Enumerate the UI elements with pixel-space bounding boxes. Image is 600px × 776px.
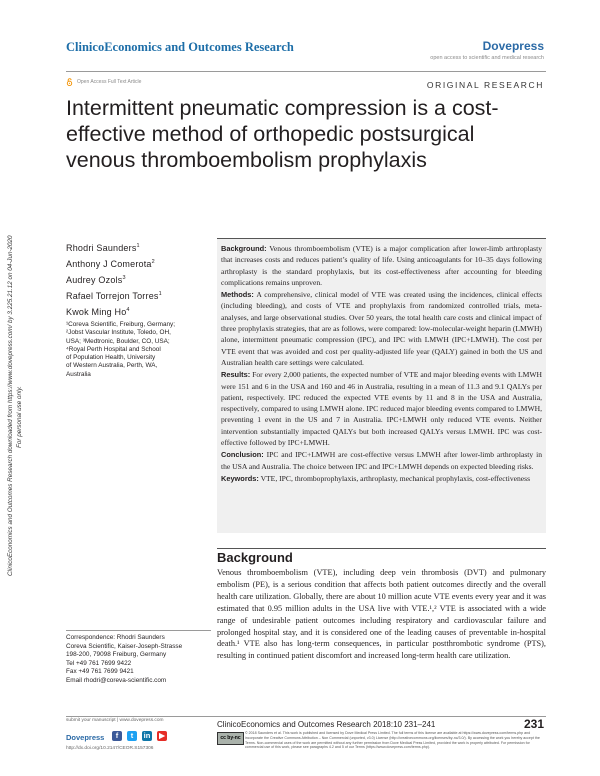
open-access-label (66, 78, 141, 86)
page-number: 231 (523, 717, 544, 731)
affiliation-line: of Population Health, University (66, 354, 156, 362)
author-affiliation-marker: 1 (158, 291, 162, 297)
correspondence-line: Coreva Scientific, Kaiser-Joseph-Strasse (66, 642, 183, 650)
doi-link[interactable]: http://dx.doi.org/10.2147/CEOR.S157306 (66, 746, 154, 751)
open-access-icon (66, 78, 73, 86)
body-paragraph: Venous thromboembolism (VTE), including deep vein thrombosis (DVT) and pulmonary embolism (PE), is a serious condition that affects both patient outcomes directly and the overall health care utilization. Globally, there are about 10 million acute VTE events every year and it was estimated that 0.95 million adults in the USA live with VTE.¹,² VTE is associated with a wide range of undesirable patient outcomes including respiratory and cardiovascular failure and prolonged hospital stay, and it is considered one of the leading causes of preventable in-hospital death.¹ VTE also has long-term consequences, in particular postthrombotic syndrome (PTS), resulting in continued patient discomfort and increased long-term health care utilization. (217, 568, 546, 661)
author-affiliation-marker: 1 (136, 243, 140, 249)
article-title: Intermittent pneumatic compression is a cost-effective method of orthopedic postsurgical venous thromboembolism prophylaxis (66, 96, 499, 172)
correspondence-block (66, 630, 211, 686)
abstract-conclusion: Conclusion: IPC and IPC+LMWH are cost-effective versus LMWH after lower-limb arthroplasty in the USA and Australia. The choice between IPC and IPC+LMWH depends on expected bleeding risks. (221, 450, 542, 471)
author-affiliation-marker: 2 (151, 259, 155, 265)
abstract-background: Background: Venous thromboembolism (VTE) is a major complication after lower-limb arthroplasty that increases costs and reduces patient’s quality of life. Using anticoagulants for 10–35 days following arthroplasty is the standard prophylaxis, but its cost-effectiveness after accounting for bleeding complications remains unproven. (221, 244, 543, 287)
author-affiliation-marker: 3 (122, 275, 126, 281)
article-type: ORIGINAL RESEARCH (426, 80, 544, 90)
correspondence-line: Fax +49 761 7699 9421 (66, 668, 134, 676)
download-note (3, 128, 29, 578)
author-block (66, 239, 211, 379)
abstract-box (217, 238, 546, 533)
facebook-icon[interactable]: f (112, 731, 122, 741)
publisher-tagline: open access to scientific and medical research (430, 55, 544, 61)
abstract-results: Results: For every 2,000 patients, the expected number of VTE and major bleeding events with LMWH were 151 and 6 in the USA and 160 and 46 in Australia, resulting in a mean of 11.3 and 9.1 QALYs per patient, respectively. IPC reduced the expected VTE events by 11 and 8 in the USA and Australia, respectively, compared to using LMWH alone. IPC reduced major bleeding events compared to LMWH, preventing 1 event in the US and 7 in Australia. IPC+LMWH only reduced VTE events. Neither intervention substantially impacted QALYs but both increased QALYs versus LMWH. IPC was cost-effective followed by IPC+LMWH. (221, 370, 542, 448)
abstract-methods: Methods: A comprehensive, clinical model of VTE was created using the incidences, clinical effects (including bleeding), and costs of VTE and prophylaxis from randomized controlled trials, meta-analyses, and large observational studies. Over 50 years, the total health care costs and clinical impact of three prophylaxis strategies, that are as follows, were compared: low-molecular-weight heparin (LMWH) alone, intermittent pneumatic compression (IPC), and IPC with LMWH (IPC+LMWH). The cost per VTE event that was avoided and cost per quality-adjusted life year (QALY) gained in both the US and Australian health care settings were calculated. (221, 290, 542, 367)
affiliation-line: ²Jobst Vascular Institute, Toledo, OH, (66, 329, 171, 337)
section-heading-background: Background (217, 548, 546, 565)
affiliation-line: ¹Coreva Scientific, Freiburg, Germany; (66, 321, 176, 328)
cc-license-badge[interactable]: cc by-nc (217, 732, 244, 745)
social-links (112, 731, 167, 741)
affiliation-line: of Western Australia, Perth, WA, (66, 362, 158, 370)
author-affiliation-marker: 4 (126, 307, 130, 313)
author-list (66, 239, 211, 319)
affiliations (66, 321, 211, 379)
journal-citation: ClinicoEconomics and Outcomes Research 2018:10 231–241 (217, 720, 436, 729)
affiliation-line: ⁴Royal Perth Hospital and School (66, 345, 161, 353)
footer-publisher-logo[interactable]: Dovepress (66, 733, 105, 742)
twitter-icon[interactable]: t (127, 731, 137, 741)
license-text: © 2018 Saunders et al. This work is published and licensed by Dove Medical Press Limited. The full terms of this license are available at https://www.dovepress.com/terms.php and incorporate the Creative Commons Attribution – Non Commercial (unported, v3.0) License (http://creativecommons.org/licenses/by-nc/3.0/). By accessing the work you hereby accept the Terms. Non-commercial uses of the work are permitted without any further permission from Dove Medical Press Limited, provided the work is properly attributed. For permission for commercial use of this work, please see paragraphs 4.2 and 5 of our Terms (https://www.dovepress.com/terms.php). (245, 731, 540, 750)
publisher-logo[interactable]: Dovepress (482, 39, 544, 53)
header-divider (66, 71, 546, 72)
correspondence-label: Correspondence: Rhodri Saunders (66, 634, 165, 641)
journal-name[interactable]: ClinicoEconomics and Outcomes Research (66, 40, 294, 54)
open-access-text: Open Access Full Text Article (77, 79, 142, 85)
submit-manuscript-link[interactable]: submit your manuscript | www.dovepress.com (66, 718, 164, 723)
footer-divider (66, 716, 546, 717)
correspondence-line: 198-200, 79098 Freiburg, Germany (66, 651, 167, 659)
correspondence-details (66, 643, 211, 686)
youtube-icon[interactable]: ▶ (157, 731, 167, 741)
correspondence-line: Tel +49 761 7699 9422 (66, 659, 132, 667)
author-name: Anthony J Comerota$^2$ (66, 259, 155, 269)
abstract-keywords: Keywords: VTE, IPC, thromboprophylaxis, arthroplasty, mechanical prophylaxis, cost-effectiveness (221, 473, 531, 483)
affiliation-line: Australia (66, 370, 91, 378)
author-name: Rhodri Saunders$^1$ (66, 243, 140, 253)
author-name: Audrey Ozols$^3$ (66, 275, 126, 285)
linkedin-icon[interactable]: in (143, 731, 151, 740)
affiliation-line: USA; ³Medtronic, Boulder, CO, USA; (66, 337, 170, 345)
correspondence-line: Email rhodri@coreva-scientific.com (66, 676, 167, 684)
author-name: Rafael Torrejon Torres$^1$ (66, 291, 162, 301)
download-note-line2: For personal use only. (16, 386, 23, 448)
author-name: Kwok Ming Ho$^4$ (66, 307, 130, 317)
download-note-line1: ClinicoEconomics and Outcomes Research downloaded from https://www.dovepress.com/ by 3.225.21.12 on 04-Jun-2020 (7, 235, 14, 576)
